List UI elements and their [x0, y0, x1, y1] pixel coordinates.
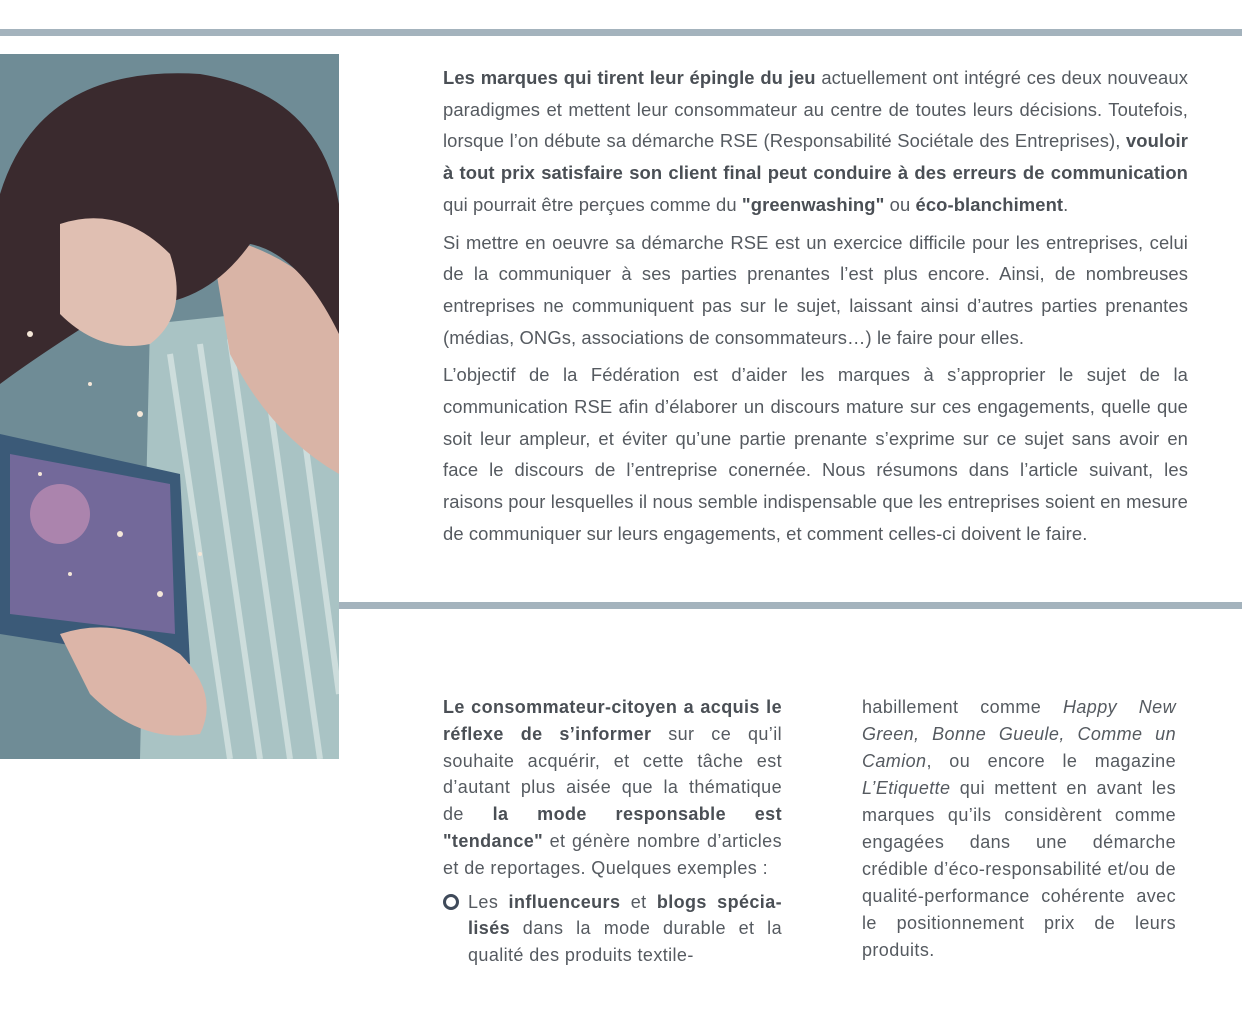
intro-paragraph-1: Les marques qui tirent leur épingle du jeu actuellement ont intégré ces deux nouveaux paradigmes et mettent leur consommateur au centre de toutes leurs décisions. Toutefois, lorsque l’on débute sa démarche RSE (Responsabilité Sociétale des Entreprises), vouloir à tout prix satisfaire son client final peut conduire à des erreurs de communication qui pourrait être perçues comme du "greenwashing" ou éco-blanchiment.	[443, 67, 1188, 215]
right-column	[862, 694, 1176, 964]
woman-with-lights-photo	[0, 54, 339, 759]
left-column	[443, 694, 782, 969]
consumer-paragraph: Le consommateur-citoyen a acquis le réflexe de s’informer sur ce qu’il souhaite acquérir, et cette tâche est d’autant plus aisée que la thématique de la mode responsable est "tendance" et génère nombre d’articles et de reportages. Quelques exemples :	[443, 697, 782, 878]
intro-paragraph-3: L’objectif de la Fédération est d’aider les marques à s’approprier le sujet de la communication RSE afin d’élaborer un discours mature sur ces engagements, quelle que soit leur ampleur, et éviter qu’une partie prenante s’exprime sur ce sujet sans avoir en face le discours de l’entreprise conernée. Nous résumons dans l’article suivant, les raisons pour lesquelles il nous semble indispensable que les entreprises soient en mesure de communiquer sur leurs engagements, et comment celles-ci doivent le faire.	[443, 364, 1188, 544]
top-divider	[0, 29, 1242, 36]
list-item: Les influenceurs et blogs spécia-lisés dans la mode durable et la qualité des produits textile-	[443, 889, 782, 969]
intro-text	[443, 62, 1188, 556]
circle-bullet-icon	[443, 894, 459, 910]
section-divider	[339, 602, 1242, 609]
examples-paragraph: habillement comme Happy New Green, Bonne Gueule, Comme un Camion, ou encore le magazine L’Etiquette qui mettent en avant les marques qu’ils considèrent comme engagées dans une démarche crédible d’éco-responsabilité et/ou de qualité-performance cohérente avec le positionnement prix de leurs produits.	[862, 697, 1176, 960]
intro-paragraph-2: Si mettre en oeuvre sa démarche RSE est un exercice difficile pour les entreprises, celui de la communiquer à ses parties prenantes l’est plus encore. Ainsi, de nombreuses entreprises ne communiquent pas sur le sujet, laissant ainsi d’autres parties prenantes (médias, ONGs, associations de consommateurs…) le faire pour elles.	[443, 231, 1188, 348]
